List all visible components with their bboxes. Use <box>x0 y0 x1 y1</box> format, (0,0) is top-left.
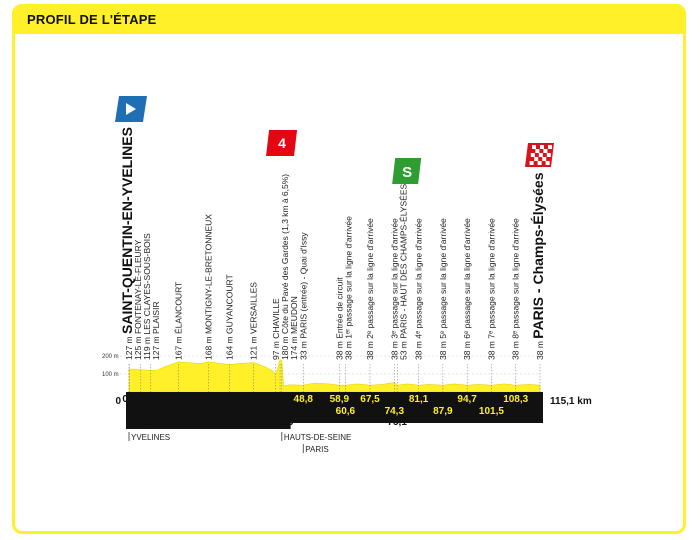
finish-check-cell <box>535 149 539 153</box>
finish-town-label <box>530 172 546 360</box>
finish-check-cell <box>546 161 550 165</box>
km-marker-label: 3,3 <box>133 406 148 417</box>
waypoint-label: 38 m 2ᵉ passage sur la ligne d'arrivée <box>365 218 376 360</box>
km-marker-label: 48,8 <box>293 394 313 405</box>
start-km-label: 0 <box>115 396 121 407</box>
waypoint-label: 38 m 6ᵉ passage sur la ligne d'arrivée <box>462 218 473 360</box>
finish-check-cell <box>543 149 547 153</box>
waypoint-label: 168 m MONTIGNY-LE-BRETONNEUX <box>203 214 214 360</box>
km-marker-label: 42,8 <box>272 406 292 417</box>
y-tick-label: 200 m <box>102 354 119 360</box>
finish-check-cell <box>542 157 546 161</box>
km-marker-label: 13,9 <box>168 394 189 405</box>
km-marker-label: 60,6 <box>335 406 356 417</box>
finish-check-cell <box>534 157 538 161</box>
km-marker-label: 81,1 <box>408 394 429 405</box>
finish-check-cell <box>540 145 544 149</box>
finish-check-cell <box>538 161 542 165</box>
department-label: YVELINES <box>131 433 171 442</box>
waypoint-label: 38 m 3ᵉ passage sur la ligne d'arrivée <box>389 218 400 360</box>
waypoint-label: 38 m 4ᵉ passage sur la ligne d'arrivée <box>413 218 424 360</box>
km-marker-label: 75,1 <box>387 417 407 428</box>
km-marker-label: 34,9 <box>243 406 264 417</box>
waypoint-label: 38 m 1ᵉʳ passage sur la ligne d'arrivée <box>343 216 354 360</box>
waypoint-label: 127 m PLAISIR <box>151 301 161 360</box>
climb-category-label: 4 <box>278 135 286 151</box>
km-marker-label: 43,3 <box>273 417 294 428</box>
finish-check-cell <box>547 153 551 157</box>
km-marker-label: 41,1 <box>266 394 286 405</box>
department-label: PARIS <box>305 445 329 454</box>
finish-check-cell <box>539 153 543 157</box>
y-tick-label: 100 m <box>102 372 119 378</box>
waypoint-altitude: 38 m <box>535 338 545 360</box>
km-marker-label: 94,7 <box>457 394 477 405</box>
km-marker-label: 0,1 <box>122 394 137 405</box>
km-marker-label: 58,9 <box>329 394 350 405</box>
page-title: PROFIL DE L'ÉTAPE <box>27 12 157 27</box>
waypoint-label: 38 m 5ᵉ passage sur la ligne d'arrivée <box>437 218 448 360</box>
waypoint-altitude: 127 m <box>124 334 134 360</box>
waypoint-name: PARIS - Champs-Élysées <box>530 172 546 339</box>
waypoint-label: 174 m MEUDON <box>288 296 299 360</box>
department-label: HAUTS-DE-SEINE <box>283 433 352 442</box>
profile-area <box>129 360 540 392</box>
km-marker-label: 6,1 <box>143 417 158 428</box>
km-marker-label: 22,2 <box>198 406 219 417</box>
waypoint-label: 125 m FONTENAY-LE-FLEURY <box>133 239 143 360</box>
waypoint-label: 119 m LES CLAYES-SOUS-BOIS <box>142 233 152 360</box>
finish-check-cell <box>531 153 535 157</box>
waypoint-label: 180 m Côte du Pavé des Gardes (1,3 km à 6,5%) <box>279 173 290 360</box>
waypoint-name: SAINT-QUENTIN-EN-YVELINES <box>119 127 135 334</box>
waypoint-label: 38 m 7ᵉ passage sur la ligne d'arrivée <box>486 218 497 360</box>
waypoint-label: 167 m ÉLANCOURT <box>173 281 184 360</box>
waypoint-label: 38 m Entrée de circuit <box>334 277 345 360</box>
waypoint-label: 33 m PARIS (entrée) - Quai d'Issy <box>298 232 309 360</box>
km-marker-label: 67,5 <box>360 394 380 405</box>
finish-check-cell <box>548 145 552 149</box>
finish-check-cell <box>530 161 534 165</box>
waypoint-label: 121 m VERSAILLES <box>248 282 259 360</box>
sprint-label: S <box>402 164 413 181</box>
waypoint-label: 38 m 8ᵉ passage sur la ligne d'arrivée <box>510 218 521 360</box>
finish-check-cell <box>532 145 536 149</box>
waypoint-label: 53 m PARIS - HAUT DES CHAMPS-ÉLYSÉES <box>398 183 409 360</box>
total-distance-label: 115,1 km <box>550 396 592 407</box>
km-marker-label: 74,3 <box>384 406 405 417</box>
waypoint-label: 97 m CHAVILLE <box>270 298 281 360</box>
km-marker-label: 28,1 <box>219 394 240 405</box>
km-marker-label: 101,5 <box>478 406 504 417</box>
waypoint-label: 164 m GUYANCOURT <box>224 274 235 360</box>
km-marker-label: 87,9 <box>433 406 453 417</box>
km-marker-label: 108,3 <box>503 394 529 405</box>
